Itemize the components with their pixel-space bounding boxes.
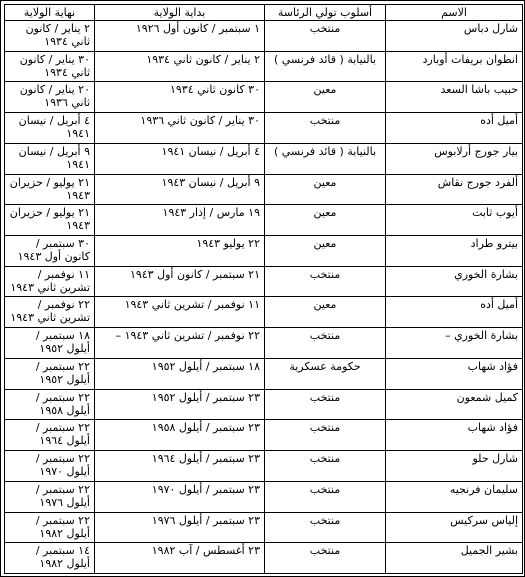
cell-start: ٤ أبريل / نيسان ١٩٤١ [95, 143, 265, 174]
cell-start: ٣٠ كانون ثاني ١٩٣٤ [95, 82, 265, 113]
cell-name: سليمان فرنجيه [386, 481, 523, 512]
cell-start: ٢٣ سبتمبر / أيلول ١٩٥٢ [95, 389, 265, 420]
cell-method: معين [265, 205, 386, 236]
cell-name: بشارة الخوري – [386, 328, 523, 359]
cell-start: ١١ نوفمبر / تشرين ثاني ١٩٤٣ [95, 297, 265, 328]
cell-name: ألفرد جورج نقاش [386, 174, 523, 205]
table-row [5, 543, 523, 574]
cell-end: ١١ نوفمبر / تشرين ثاني ١٩٤٣ [5, 266, 95, 297]
cell-end: ٢٢ سبتمبر / أيلول ١٩٨٢ [5, 512, 95, 543]
cell-method: منتخب [265, 481, 386, 512]
presidents-table [4, 4, 523, 574]
cell-name: انطوان بريفات أوبارد [386, 51, 523, 82]
cell-method: منتخب [265, 389, 386, 420]
cell-start: ٢٣ سبتمبر / أيلول ١٩٧٦ [95, 512, 265, 543]
cell-end: ٤ أبريل / نيسان ١٩٤١ [5, 113, 95, 144]
cell-name: بيار جورج أرلابوس [386, 143, 523, 174]
cell-method: منتخب [265, 113, 386, 144]
cell-start: ٩ أبريل / نيسان ١٩٤٣ [95, 174, 265, 205]
table-row [5, 297, 523, 328]
cell-method: منتخب [265, 21, 386, 52]
cell-end: ٢٢ سبتمبر / أيلول ١٩٥٢ [5, 358, 95, 389]
cell-end: ١٤ سبتمبر / أيلول ١٩٨٢ [5, 543, 95, 574]
cell-end: ٣٠ يناير / كانون ثاني ١٩٣٤ [5, 51, 95, 82]
cell-start: ٢٣ سبتمبر / أيلول ١٩٥٨ [95, 420, 265, 451]
cell-method: معين [265, 82, 386, 113]
cell-end: ٢٢ سبتمبر / أيلول ١٩٥٨ [5, 389, 95, 420]
table-row [5, 51, 523, 82]
cell-start: ٢٣ سبتمبر / أيلول ١٩٦٤ [95, 451, 265, 482]
cell-end: ٢٠ يناير / كانون ثاني ١٩٣٦ [5, 82, 95, 113]
cell-name: إلياس سركيس [386, 512, 523, 543]
cell-method: منتخب [265, 543, 386, 574]
cell-start: ٢٣ سبتمبر / أيلول ١٩٧٠ [95, 481, 265, 512]
cell-start: ٣٠ يناير / كانون ثاني ١٩٣٦ [95, 113, 265, 144]
cell-method: بالنيابة ( قائد فرنسي ) [265, 143, 386, 174]
header-end: نهاية الولاية [5, 5, 95, 21]
cell-method: منتخب [265, 512, 386, 543]
table-row [5, 82, 523, 113]
cell-start: ١ سبتمبر / كانون أول ١٩٢٦ [95, 21, 265, 52]
header-row [5, 5, 523, 21]
cell-name: فؤاد شهاب [386, 358, 523, 389]
cell-name: شارل حلو [386, 451, 523, 482]
table-row [5, 21, 523, 52]
cell-end: ٢٢ سبتمبر / أيلول ١٩٦٤ [5, 420, 95, 451]
table-row [5, 236, 523, 267]
cell-start: ١٩ مارس / إذار ١٩٤٣ [95, 205, 265, 236]
table-row [5, 358, 523, 389]
table-row [5, 205, 523, 236]
table-row [5, 266, 523, 297]
cell-method: معين [265, 236, 386, 267]
table-row [5, 420, 523, 451]
cell-method: منتخب [265, 328, 386, 359]
header-method: أسلوب تولي الرئاسة [265, 5, 386, 21]
cell-method: منتخب [265, 451, 386, 482]
cell-method: حكومة عسكرية [265, 358, 386, 389]
table-row [5, 328, 523, 359]
cell-end: ٣٠ سبتمبر / كانون أول ١٩٤٣ [5, 236, 95, 267]
table-row [5, 113, 523, 144]
table-row [5, 481, 523, 512]
cell-end: ٢٢ نوفمبر / تشرين ثاني ١٩٤٣ [5, 297, 95, 328]
table-row [5, 512, 523, 543]
cell-start: ٢١ سبتمبر / كانون أول ١٩٤٣ [95, 266, 265, 297]
table-row [5, 389, 523, 420]
cell-name: كميل شمعون [386, 389, 523, 420]
cell-start: ٢٢ يوليو ١٩٤٣ [95, 236, 265, 267]
cell-end: ١٨ سبتمبر / أيلول ١٩٥٢ [5, 328, 95, 359]
cell-end: ٢٢ سبتمبر / أيلول ١٩٧٠ [5, 451, 95, 482]
table-row [5, 143, 523, 174]
cell-method: منتخب [265, 420, 386, 451]
cell-name: أميل أده [386, 297, 523, 328]
cell-name: أميل أده [386, 113, 523, 144]
cell-method: معين [265, 297, 386, 328]
cell-end: ٢٢ سبتمبر / أيلول ١٩٧٦ [5, 481, 95, 512]
cell-end: ٢١ يوليو / حزيران ١٩٤٣ [5, 205, 95, 236]
cell-end: ٢١ يوليو / حزيران ١٩٤٣ [5, 174, 95, 205]
cell-method: منتخب [265, 266, 386, 297]
header-name: الاسم [386, 5, 523, 21]
cell-name: بيترو طراد [386, 236, 523, 267]
cell-start: ٢ يناير / كانون ثاني ١٩٣٤ [95, 51, 265, 82]
cell-end: ٩ أبريل / نيسان ١٩٤١ [5, 143, 95, 174]
cell-start: ٢٣ أغسطس / آب ١٩٨٢ [95, 543, 265, 574]
cell-method: بالنيابة ( قائد فرنسي ) [265, 51, 386, 82]
cell-method: معين [265, 174, 386, 205]
cell-name: بشارة الخوري [386, 266, 523, 297]
cell-start: ١٨ سبتمبر / أيلول ١٩٥٢ [95, 358, 265, 389]
cell-name: بشير الجميل [386, 543, 523, 574]
cell-name: شارل دباس [386, 21, 523, 52]
cell-name: فؤاد شهاب [386, 420, 523, 451]
table-row [5, 451, 523, 482]
header-start: بداية الولاية [95, 5, 265, 21]
cell-start: ٢٢ نوفمبر / تشرين ثاني ١٩٤٣ – [95, 328, 265, 359]
cell-name: أيوب ثابت [386, 205, 523, 236]
cell-end: ٢ يناير / كانون ثاني ١٩٣٤ [5, 21, 95, 52]
table-row [5, 174, 523, 205]
cell-name: حبيب باشا السعد [386, 82, 523, 113]
